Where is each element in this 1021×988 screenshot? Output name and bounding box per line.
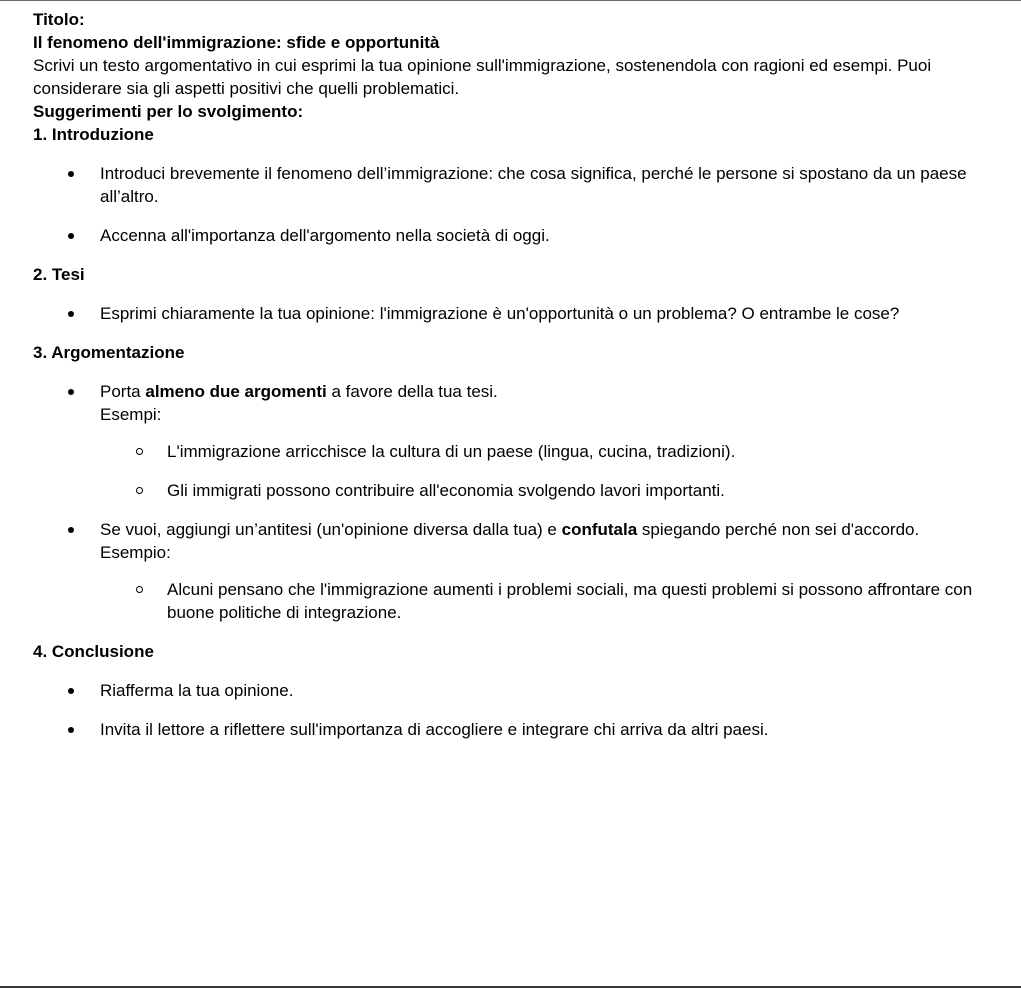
antitesi-text-bold: confutala <box>561 520 638 539</box>
section-heading-tesi: 2. Tesi <box>33 265 85 284</box>
antitesi-text-post: spiegando perché non sei d'accordo. Esempio: <box>100 520 920 562</box>
section-heading-conclusione: 4. Conclusione <box>33 642 154 661</box>
sub-list-item: Alcuni pensano che l'immigrazione aumenti i problemi sociali, ma questi problemi si possono affrontare con buone politiche di integrazione. <box>167 578 993 624</box>
esempio-sublist <box>100 578 993 624</box>
title-label: Titolo: <box>33 10 85 29</box>
antitesi-text-pre: Se vuoi, aggiungi un’antitesi (un'opinione diversa dalla tua) e <box>100 520 562 539</box>
esempi-label: Esempi: <box>100 405 162 424</box>
argomenti-text-post: a favore della tua tesi. <box>326 382 498 401</box>
section-heading-argomentazione: 3. Argomentazione <box>33 343 185 362</box>
introduzione-list <box>33 162 993 247</box>
sub-list-item: L'immigrazione arricchisce la cultura di un paese (lingua, cucina, tradizioni). <box>167 440 993 463</box>
suggestions-heading: Suggerimenti per lo svolgimento: <box>33 102 304 121</box>
argomentazione-list <box>33 380 993 624</box>
section-heading-introduzione: 1. Introduzione <box>33 125 154 144</box>
list-item: Accenna all'importanza dell'argomento nella società di oggi. <box>100 224 993 247</box>
intro-paragraph: Scrivi un testo argomentativo in cui esprimi la tua opinione sull'immigrazione, sostenendola con ragioni ed esempi. Puoi considerare sia gli aspetti positivi che quelli problematici. <box>33 56 932 98</box>
document-content <box>33 8 993 757</box>
conclusione-list <box>33 679 993 741</box>
argomenti-text-pre: Porta <box>100 382 146 401</box>
list-item: Esprimi chiaramente la tua opinione: l'immigrazione è un'opportunità o un problema? O entrambe le cose? <box>100 302 993 325</box>
argomenti-text-bold: almeno due argomenti <box>145 382 327 401</box>
top-border <box>0 0 1021 1</box>
document-title: Il fenomeno dell'immigrazione: sfide e opportunità <box>33 33 440 52</box>
sub-list-item: Gli immigrati possono contribuire all'economia svolgendo lavori importanti. <box>167 479 993 502</box>
list-item <box>100 380 993 502</box>
list-item: Invita il lettore a riflettere sull'importanza di accogliere e integrare chi arriva da altri paesi. <box>100 718 993 741</box>
list-item: Riafferma la tua opinione. <box>100 679 993 702</box>
esempi-sublist <box>100 440 993 502</box>
list-item <box>100 518 993 624</box>
list-item: Introduci brevemente il fenomeno dell’immigrazione: che cosa significa, perché le persone si spostano da un paese all’altro. <box>100 162 993 208</box>
tesi-list <box>33 302 993 325</box>
